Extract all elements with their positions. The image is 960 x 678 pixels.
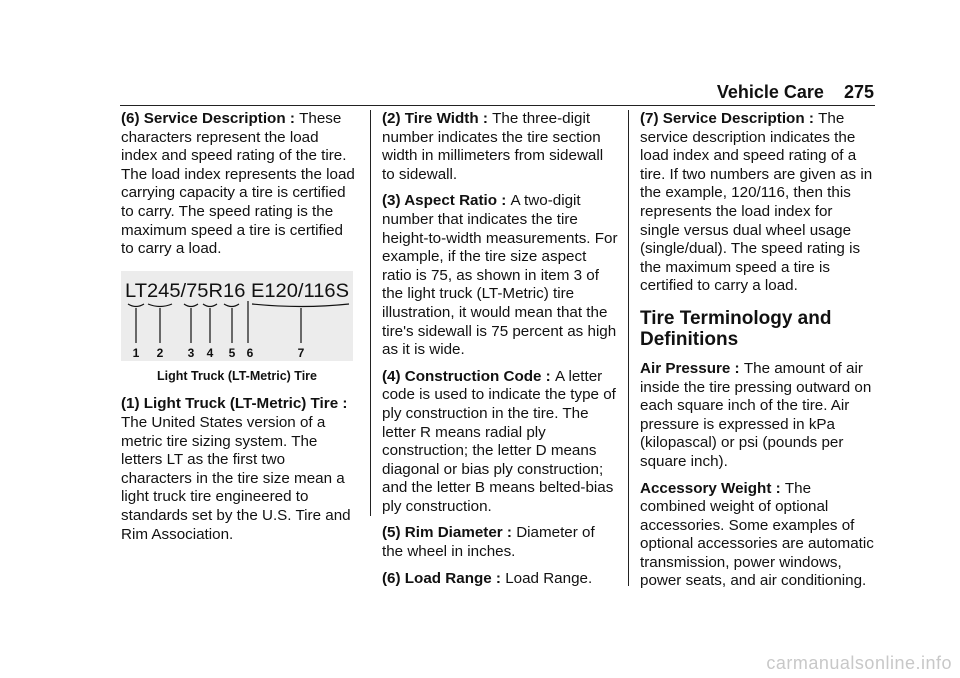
paragraph-construction-code (382, 368, 618, 517)
definition: The amount of air inside the tire pressing outward on each square inch of the tire. Air pressure is expressed in kPa (kilopascal) or psi (pounds per square inch). (640, 359, 872, 470)
column-3 (640, 110, 876, 599)
paragraph-accessory-weight (640, 480, 876, 592)
paragraph-service-description-6 (121, 110, 357, 259)
callout-3: 3 (187, 345, 195, 360)
page-number: 275 (843, 82, 874, 102)
term: (2) Tire Width : (382, 110, 493, 127)
callout-7: 7 (297, 345, 305, 360)
definition: These characters represent the load index and speed rating of the tire. The load index represents the load carrying capacity a tire is certified to carry. The speed rating is the maximum speed a tire is certified to carry a load. (121, 110, 355, 258)
term: (4) Construction Code : (382, 367, 555, 385)
term: Accessory Weight : (640, 479, 785, 497)
definition: The combined weight of optional accessories. Some examples of optional accessories are automatic transmission, power windows, power seats, and air conditioning. (640, 479, 874, 590)
callout-6: 6 (246, 345, 254, 360)
tire-size-illustration (121, 271, 353, 361)
paragraph-service-description-7 (640, 110, 876, 296)
paragraph-tire-width (382, 110, 618, 184)
definition: Load Range. (505, 569, 593, 587)
term: (7) Service Description : (640, 110, 819, 127)
page-header (717, 82, 874, 103)
paragraph-aspect-ratio (382, 192, 618, 359)
definition: Diameter of the wheel in inches. (382, 524, 595, 561)
paragraph-rim-diameter (382, 524, 618, 561)
column-1 (121, 110, 357, 552)
callout-4: 4 (206, 345, 214, 360)
callout-2: 2 (156, 345, 164, 360)
section-heading: Tire Terminology and Definitions (640, 307, 832, 350)
column-2 (382, 110, 618, 596)
term: (3) Aspect Ratio : (382, 192, 511, 210)
figure-caption: Light Truck (LT-Metric) Tire (157, 368, 317, 383)
paragraph-air-pressure (640, 360, 876, 472)
callout-1: 1 (132, 345, 140, 360)
header-divider (120, 105, 875, 106)
column-divider-2 (628, 110, 629, 586)
term: Air Pressure : (640, 359, 744, 377)
term: (6) Service Description : (121, 110, 300, 127)
term: (1) Light Truck (LT-Metric) Tire : (121, 395, 348, 413)
column-divider-1 (370, 110, 371, 516)
paragraph-light-truck (121, 395, 357, 544)
definition: A letter code is used to indicate the type of ply construction in the tire. The letter R means radial ply construction; the letter D means diagonal or bias ply construction; and the letter B means belted-bias ply construction. (382, 367, 616, 515)
definition: The service description indicates the load index and speed rating of a tire. If two numbers are given as in the example, 120/116, then this represents the load index for single versus dual wheel usage (single/dual). The speed rating is the maximum speed a tire is certified to carry a load. (640, 110, 873, 295)
definition: A two-digit number that indicates the tire height-to-width measurements. For example, if the tire size aspect ratio is 75, as shown in item 3 of the light truck (LT-Metric) tire illustration, it would mean that the tire's sidewall is 75 percent as high as it is wide. (382, 192, 618, 359)
definition: The three-digit number indicates the tire section width in millimeters from sidewall to sidewall. (382, 110, 604, 183)
definition: The United States version of a metric tire sizing system. The letters LT as the first two characters in the tire size mean a light truck tire engineered to standards set by the U.S. Tire and Rim Association. (121, 413, 351, 543)
paragraph-load-range (382, 570, 618, 589)
section-title: Vehicle Care (716, 82, 824, 102)
watermark: carmanualsonline.info (766, 653, 952, 673)
tire-size-figure (121, 271, 353, 386)
tire-size-code: LT245/75R16 E120/116S (125, 280, 349, 302)
term: (6) Load Range : (382, 569, 506, 587)
callout-5: 5 (228, 345, 236, 360)
term: (5) Rim Diameter : (382, 524, 517, 542)
